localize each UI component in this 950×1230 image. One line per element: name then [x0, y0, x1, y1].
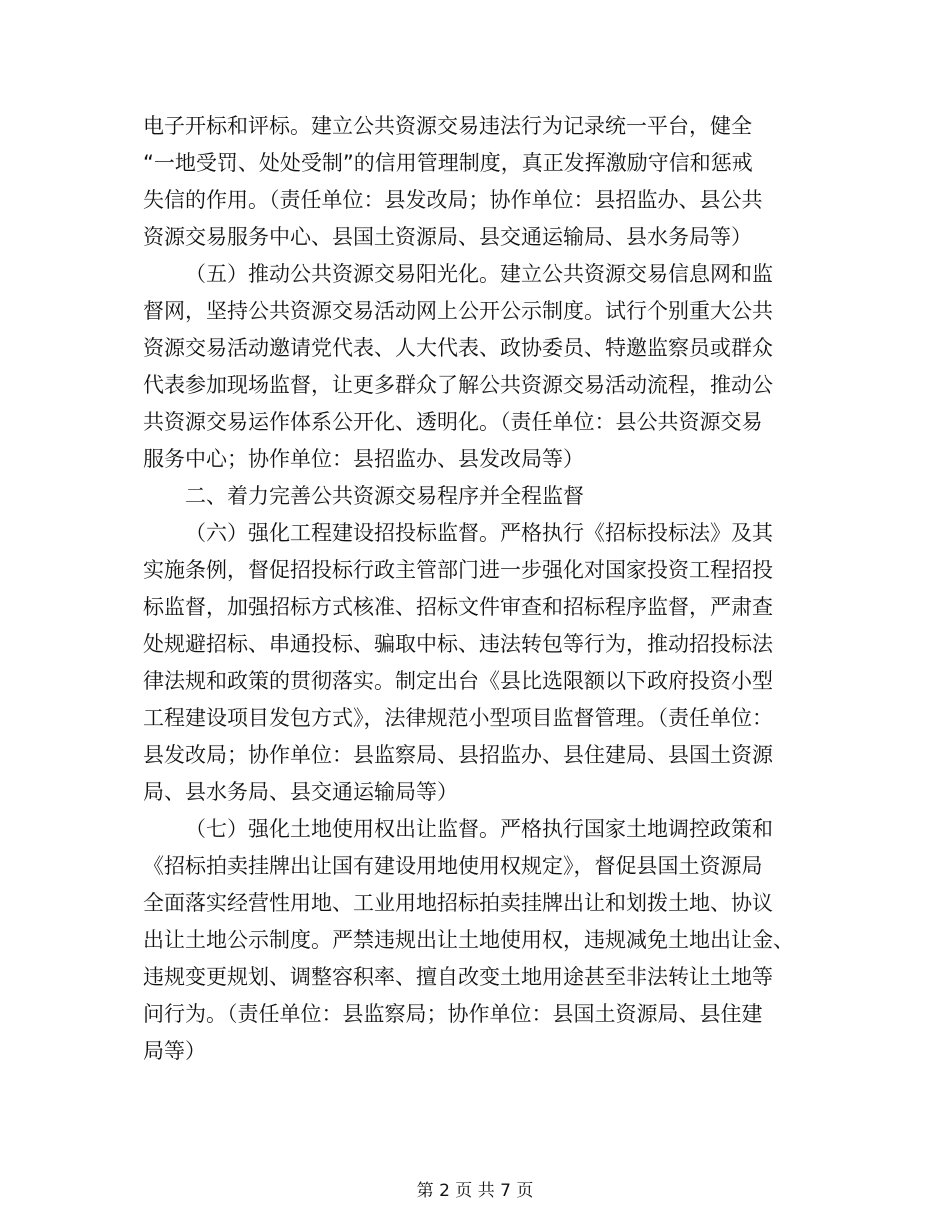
- section-heading: 二、着力完善公共资源交易程序并全程监督: [185, 484, 584, 508]
- body-line: 实施条例，督促招投标行政主管部门进一步强化对国家投资工程招投: [143, 558, 773, 582]
- body-line: 共资源交易运作体系公开化、透明化。（责任单位：县公共资源交易: [143, 410, 763, 434]
- body-line: 问行为。（责任单位：县监察局；协作单位：县国土资源局、县住建: [143, 1002, 763, 1026]
- body-line: 资源交易活动邀请党代表、人大代表、政协委员、特邀监察员或群众: [143, 336, 773, 360]
- paragraph-start-line: （七）强化土地使用权出让监督。严格执行国家土地调控政策和: [185, 817, 773, 841]
- page-number-footer: 第 2 页 共 7 页: [416, 1181, 534, 1201]
- body-line: 工程建设项目发包方式》，法律规范小型项目监督管理。（责任单位：: [143, 706, 773, 730]
- body-line: 电子开标和评标。建立公共资源交易违法行为记录统一平台，健全: [143, 114, 752, 138]
- body-line: 律法规和政策的贯彻落实。制定出台《县比选限额以下政府投资小型: [143, 669, 773, 693]
- body-line: 出让土地公示制度。严禁违规出让土地使用权，违规减免土地出让金、: [143, 928, 794, 952]
- body-line: 服务中心；协作单位：县招监办、县发改局等）: [143, 447, 584, 471]
- body-line: 督网，坚持公共资源交易活动网上公开公示制度。试行个别重大公共: [143, 299, 773, 323]
- body-line: 失信的作用。（责任单位：县发改局；协作单位：县招监办、县公共: [143, 188, 763, 212]
- paragraph-start-line: （五）推动公共资源交易阳光化。建立公共资源交易信息网和监: [185, 262, 773, 286]
- document-body: [143, 108, 813, 1070]
- paragraph-start-line: （六）强化工程建设招投标监督。严格执行《招标投标法》及其: [185, 521, 773, 545]
- body-line: 标监督，加强招标方式核准、招标文件审查和招标程序监督，严肃查: [143, 595, 773, 619]
- body-line: 资源交易服务中心、县国土资源局、县交通运输局、县水务局等）: [143, 225, 752, 249]
- body-line: 违规变更规划、调整容积率、擅自改变土地用途甚至非法转让土地等: [143, 965, 773, 989]
- body-line: 全面落实经营性用地、工业用地招标拍卖挂牌出让和划拨土地、协议: [143, 891, 773, 915]
- body-line: 县发改局；协作单位：县监察局、县招监办、县住建局、县国土资源: [143, 743, 773, 767]
- body-line: 局等）: [143, 1039, 206, 1063]
- body-line: 局、县水务局、县交通运输局等）: [143, 780, 458, 804]
- body-line: 《招标拍卖挂牌出让国有建设用地使用权规定》，督促县国土资源局: [143, 854, 763, 878]
- body-line: 代表参加现场监督，让更多群众了解公共资源交易活动流程，推动公: [143, 373, 773, 397]
- body-line: 处规避招标、串通投标、骗取中标、违法转包等行为，推动招投标法: [143, 632, 773, 656]
- body-line: “一地受罚、处处受制”的信用管理制度，真正发挥激励守信和惩戒: [143, 151, 753, 175]
